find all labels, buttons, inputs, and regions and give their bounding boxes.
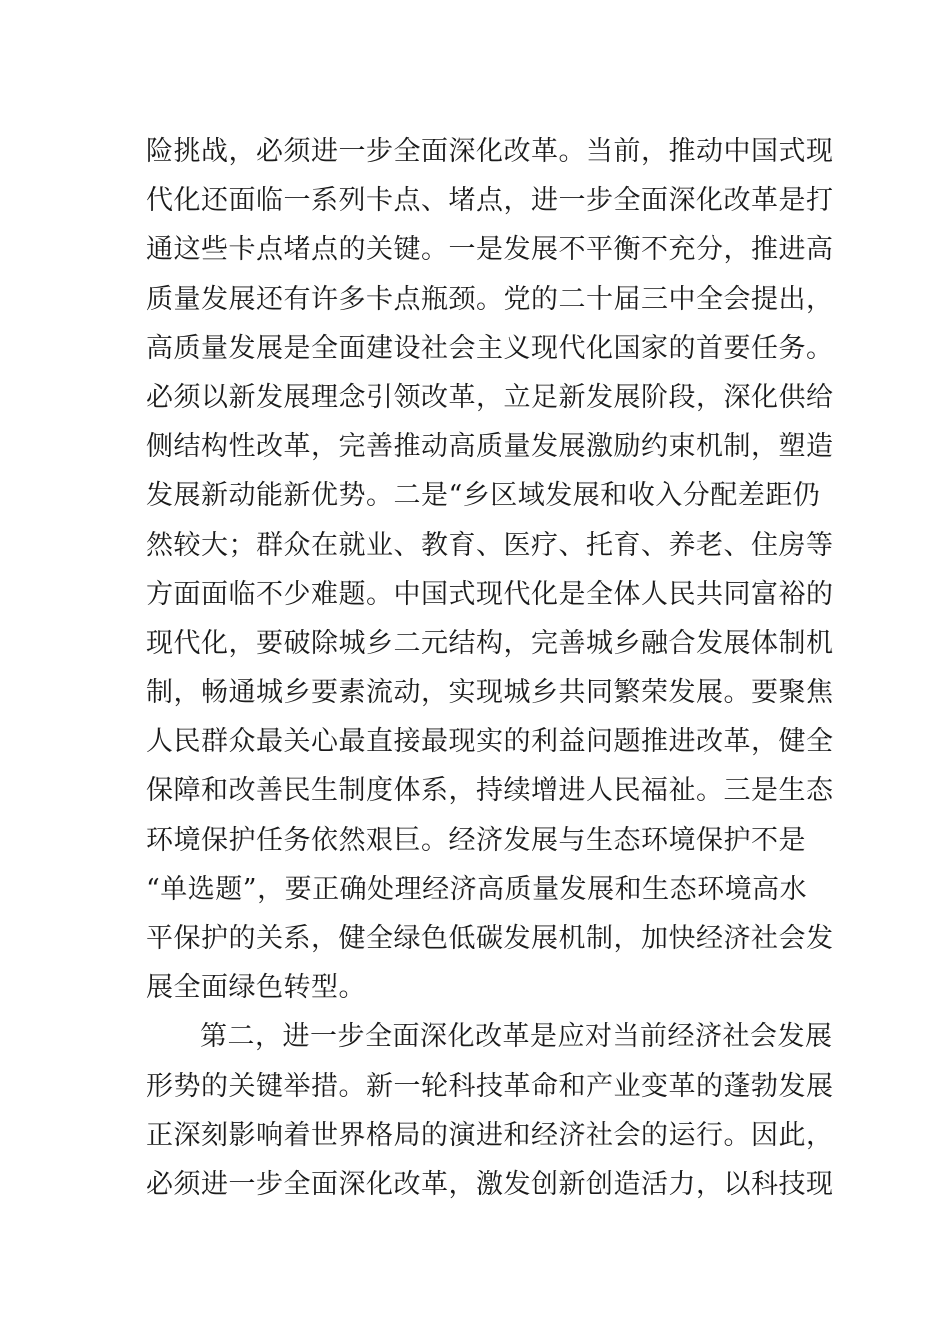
text-line: 环境保护任务依然艰巨。经济发展与生态环境保护不是 (146, 824, 806, 856)
text-line: 现代化，要破除城乡二元结构，完善城乡融合发展体制机 (146, 627, 834, 659)
text-line: 然较大；群众在就业、教育、医疗、托育、养老、住房等 (146, 529, 834, 561)
text-line: 制，畅通城乡要素流动，实现城乡共同繁荣发展。要聚焦 (146, 677, 834, 709)
text-line: 正深刻影响着世界格局的演进和经济社会的运行。因此， (146, 1119, 834, 1151)
text-line: 必须进一步全面深化改革，激发创新创造活力，以科技现 (146, 1168, 834, 1200)
text-line: 质量发展还有许多卡点瓶颈。党的二十届三中全会提出， (146, 283, 834, 315)
text-line: 高质量发展是全面建设社会主义现代化国家的首要任务。 (146, 332, 834, 364)
text-line: 险挑战，必须进一步全面深化改革。当前，推动中国式现 (146, 136, 834, 167)
paragraph-start-line: 第二，进一步全面深化改革是应对当前经济社会发展 (200, 1021, 833, 1053)
text-line: 人民群众最关心最直接最现实的利益问题推进改革，健全 (146, 726, 834, 758)
text-line: “单选题”，要正确处理经济高质量发展和生态环境高水 (146, 873, 808, 905)
text-line: 必须以新发展理念引领改革，立足新发展阶段，深化供给 (146, 381, 834, 413)
text-line: 发展新动能新优势。二是“乡区域发展和收入分配差距仍 (146, 480, 821, 512)
text-line: 通这些卡点堵点的关键。一是发展不平衡不充分，推进高 (146, 234, 834, 266)
text-line: 代化还面临一系列卡点、堵点，进一步全面深化改革是打 (146, 185, 834, 217)
text-line: 侧结构性改革，完善推动高质量发展激励约束机制，塑造 (146, 431, 834, 463)
text-line: 展全面绿色转型。 (146, 972, 366, 1004)
text-line: 方面面临不少难题。中国式现代化是全体人民共同富裕的 (146, 578, 834, 610)
body-text (146, 127, 834, 1209)
text-line: 平保护的关系，健全绿色低碳发展机制，加快经济社会发 (146, 923, 834, 954)
text-line: 保障和改善民生制度体系，持续增进人民福祉。三是生态 (146, 775, 834, 807)
text-line: 形势的关键举措。新一轮科技革命和产业变革的蓬勃发展 (146, 1070, 834, 1102)
